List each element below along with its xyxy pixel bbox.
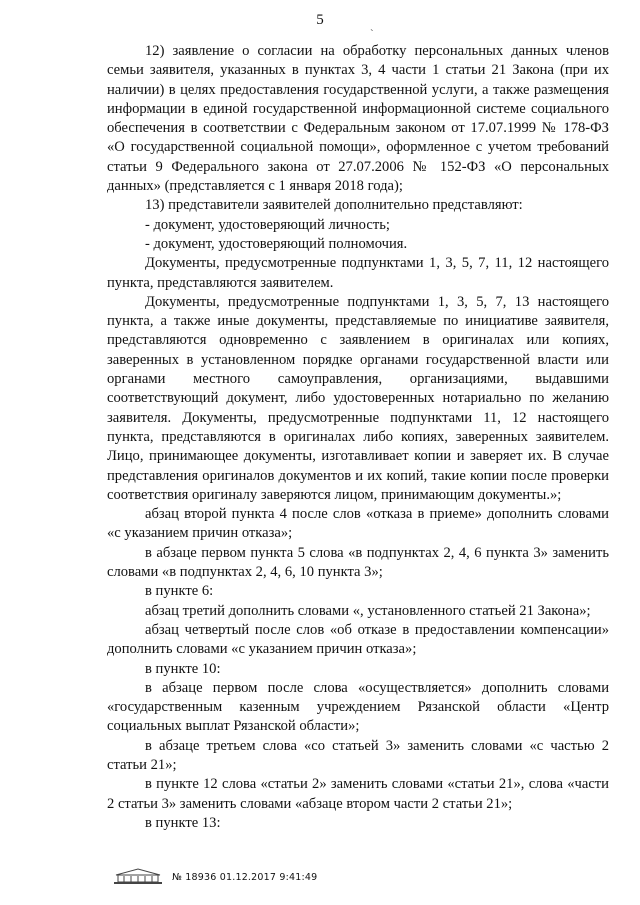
list-item-authority-document: - документ, удостоверяющий полномочия. <box>145 235 408 252</box>
paragraph-clause-6-fourth: абзац четвертый после слов «об отказе в предоставлении компенсации» дополнить словами «с указанием причин отказа»; <box>107 621 609 658</box>
paragraph-clause-4: абзац второй пункта 4 после слов «отказа в приеме» дополнить словами «с указанием причин отказа»; <box>107 506 609 542</box>
pen-mark: ˋ <box>370 28 374 40</box>
page-number: 5 <box>316 12 324 28</box>
paragraph-clause-10-first: в абзаце первом после слова «осуществляется» дополнить словами «государственным казенным учреждением Рязанской области «Центр социальных выплат Рязанской области»; <box>107 679 609 735</box>
paragraph-item-13: 13) представители заявителей дополнительно представляют: <box>145 197 523 214</box>
list-item-identity-document: - документ, удостоверяющий личность; <box>145 216 390 233</box>
document-body <box>107 42 609 833</box>
government-building-logo-icon <box>112 868 164 886</box>
registration-stamp: № 18936 01.12.2017 9:41:49 <box>172 871 318 883</box>
paragraph-clause-5: в абзаце первом пункта 5 слова «в подпунктах 2, 4, 6 пункта 3» заменить словами «в подпунктах 2, 4, 6, 10 пункта 3»; <box>107 544 609 581</box>
paragraph-clause-12: в пункте 12 слова «статьи 2» заменить словами «статьи 21», слова «части 2 статьи 3» заменить словами «абзаце втором части 2 статьи 21»; <box>107 776 609 812</box>
paragraph-item-12: 12) заявление о согласии на обработку персональных данных членов семьи заявителя, указанных в пунктах 3, 4 части 1 статьи 21 Закона (при их наличии) в целях предоставления государственной услуги, а также размещения информации в единой государственной информационной системе социального обеспечения в соответствии с Федеральным законом от 17.07.1999 № 178-ФЗ «О государственной социальной помощи», оформленное с учетом требований статьи 9 Федерального закона от 27.07.2006 № 152-ФЗ «О персональных данных» (представляется с 1 января 2018 года); <box>107 43 609 195</box>
paragraph-documents-originals-copies: Документы, предусмотренные подпунктами 1, 3, 5, 7, 13 настоящего пункта, а также иные документы, представляемые по инициативе заявителя, представляются одновременно с заявлением в оригиналах или копиях, заверенных в установленном порядке органами государственной власти или органами местного самоуправления, организациями, выдавшими соответствующий документ, либо удостоверенных нотариально по желанию заявителя. Документы, предусмотренные подпунктами 11, 12 настоящего пункта, представляются в оригиналах либо копиях, заверенных заявителем. Лицо, принимающее документы, изготавливает копии и заверяет их. В случае представления оригиналов документов и их копий, такие копии после проверки соответствия оригиналу заверяются лицом, принимающим документы.»; <box>107 293 609 503</box>
paragraph-clause-6-heading: в пункте 6: <box>145 583 214 600</box>
paragraph-clause-6-third: абзац третий дополнить словами «, установленного статьей 21 Закона»; <box>145 602 591 619</box>
document-footer <box>112 868 317 886</box>
paragraph-clause-10-third: в абзаце третьем слова «со статьей 3» заменить словами «с частью 2 статьи 21»; <box>107 737 609 773</box>
paragraph-documents-by-applicant: Документы, предусмотренные подпунктами 1, 3, 5, 7, 11, 12 настоящего пункта, представляются заявителем. <box>107 255 609 291</box>
paragraph-clause-13-heading: в пункте 13: <box>145 814 221 831</box>
paragraph-clause-10-heading: в пункте 10: <box>145 660 221 677</box>
